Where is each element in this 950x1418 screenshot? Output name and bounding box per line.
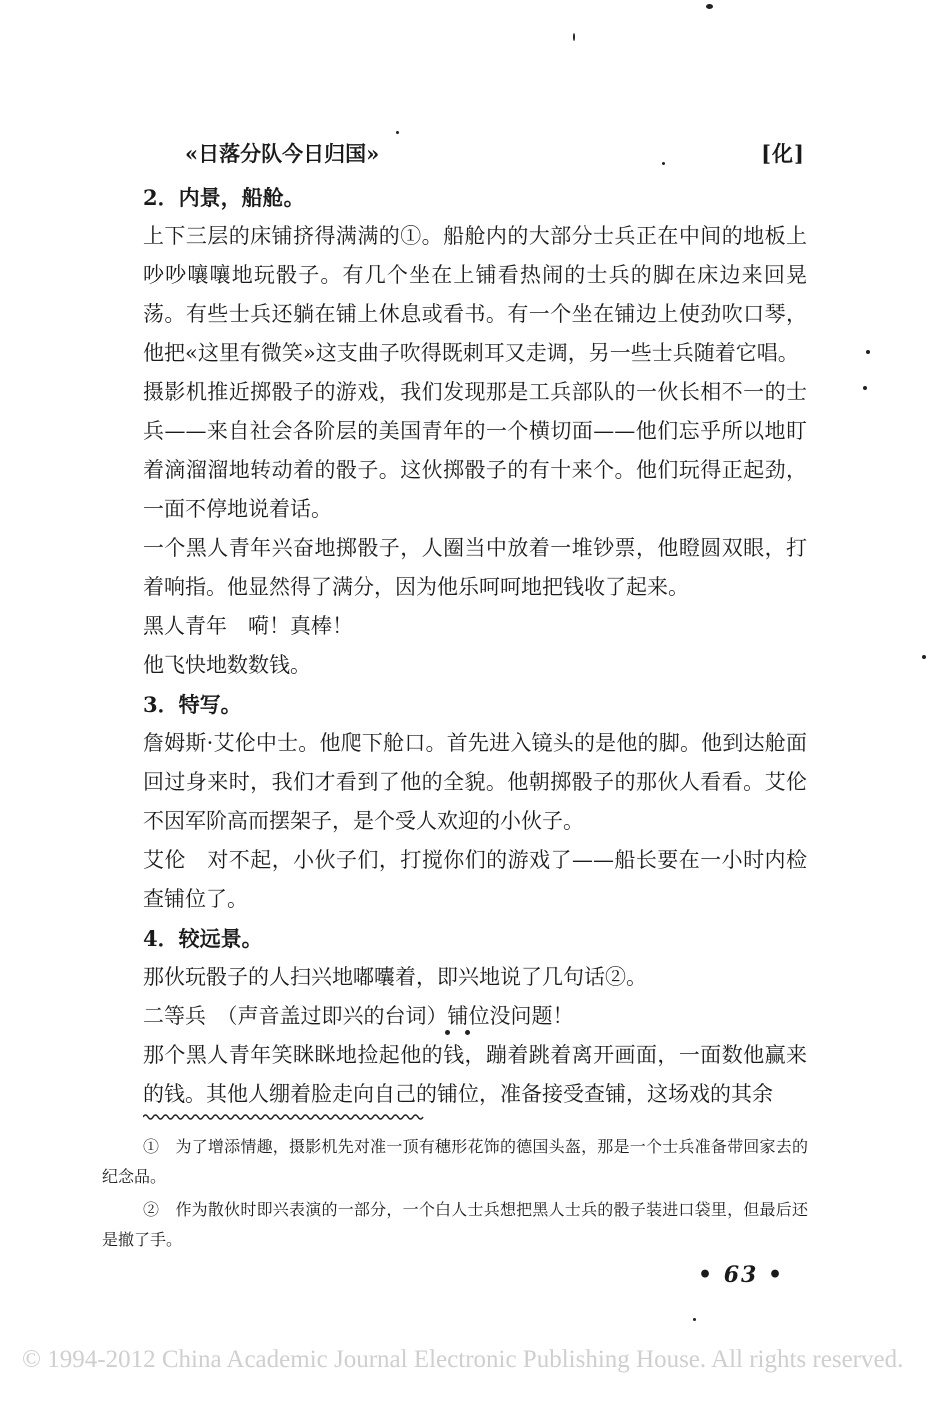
page-number: • 63 •: [698, 1262, 785, 1288]
scan-speck: [662, 162, 665, 165]
footnotes: [102, 1132, 808, 1258]
scan-speck: [445, 1030, 450, 1035]
scene-heading: 2．内景，船舱。: [143, 185, 305, 210]
scan-speck: [706, 4, 713, 9]
paragraph: 那伙玩骰子的人扫兴地嘟囔着，即兴地说了几句话②。: [143, 965, 647, 989]
dialogue-line: 二等兵 （声音盖过即兴的台词）铺位没问题！: [143, 1004, 574, 1028]
scan-speck: [396, 131, 399, 134]
copyright-watermark: © 1994-2012 China Academic Journal Electronic Publishing House. All rights reserved.: [22, 1346, 904, 1373]
scan-speck: [922, 655, 926, 659]
scan-speck: [465, 1030, 470, 1035]
paragraph: 他飞快地数数钱。: [143, 653, 311, 677]
paragraph: 那个黑人青年笑眯眯地捡起他的钱，蹦着跳着离开画面，一面数他赢来的钱。其他人绷着脸走向自己的铺位，准备接受查铺，这场戏的其余: [143, 1043, 807, 1106]
footnote-separator: [143, 1112, 807, 1122]
dialogue-line: 艾伦 对不起，小伙子们，打搅你们的游戏了——船长要在一小时内检查铺位了。: [143, 848, 807, 911]
paragraph: 上下三层的床铺挤得满满的①。船舱内的大部分士兵正在中间的地板上吵吵嚷嚷地玩骰子。有几个坐在上铺看热闹的士兵的脚在床边来回晃荡。有些士兵还躺在铺上休息或看书。有一个坐在铺边上使劲吹口琴，他把«这里有微笑»这支曲子吹得既刺耳又走调，另一些士兵随着它唱。: [143, 224, 807, 365]
scene-heading: 3．特写。: [143, 692, 242, 717]
main-text: [143, 178, 807, 1114]
scan-speck: [863, 386, 867, 390]
header-tag: [化]: [761, 141, 805, 166]
running-header: [185, 138, 805, 168]
dialogue-line: 黑人青年 嗬！真棒！: [143, 614, 353, 638]
paragraph: 一个黑人青年兴奋地掷骰子，人圈当中放着一堆钞票，他瞪圆双眼，打着响指。他显然得了满分，因为他乐呵呵地把钱收了起来。: [143, 536, 807, 599]
footnote: ① 为了增添情趣，摄影机先对准一顶有穗形花饰的德国头盔，那是一个士兵准备带回家去的纪念品。: [102, 1137, 808, 1186]
scan-speck: [866, 350, 870, 354]
footnote: ② 作为散伙时即兴表演的一部分，一个白人士兵想把黑人士兵的骰子装进口袋里，但最后还是撤了手。: [102, 1200, 808, 1249]
scan-speck: [573, 33, 575, 41]
paragraph: 摄影机推近掷骰子的游戏，我们发现那是工兵部队的一伙长相不一的士兵——来自社会各阶层的美国青年的一个横切面——他们忘乎所以地盯着滴溜溜地转动着的骰子。这伙掷骰子的有十来个。他们玩得正起劲，一面不停地说着话。: [143, 380, 807, 521]
header-title: «日落分队今日归国»: [185, 141, 380, 166]
paragraph: 詹姆斯·艾伦中士。他爬下舱口。首先进入镜头的是他的脚。他到达舱面回过身来时，我们才看到了他的全貌。他朝掷骰子的那伙人看看。艾伦不因军阶高而摆架子，是个受人欢迎的小伙子。: [143, 731, 807, 833]
scene-heading: 4．较远景。: [143, 926, 263, 951]
scan-speck: [693, 1318, 696, 1321]
